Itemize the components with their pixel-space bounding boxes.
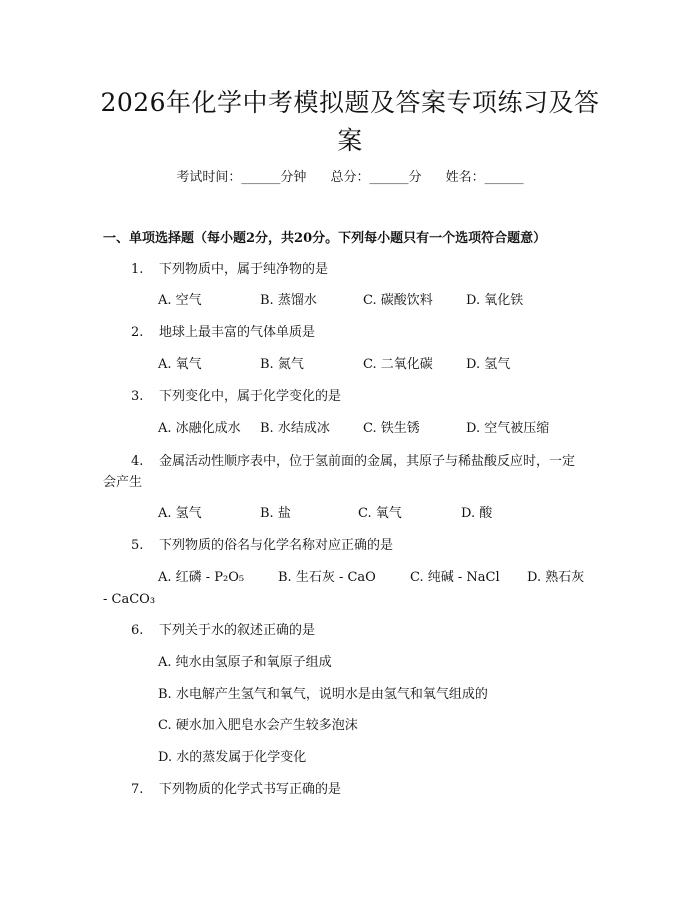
option-c: C. 铁生锈 [363, 421, 420, 436]
question-text: 地球上最丰富的气体单质是 [159, 325, 316, 340]
question-number: 4. [131, 454, 144, 469]
option-a: A. 氧气 [158, 357, 202, 372]
option-c: C. 二氧化碳 [363, 357, 433, 372]
question-4-options [158, 504, 492, 524]
question-3 [131, 387, 341, 407]
question-4-continuation: 会产生 [103, 475, 143, 490]
question-2-options [158, 355, 510, 375]
question-text: 下列物质的化学式书写正确的是 [159, 782, 342, 797]
option-a: A. 纯水由氢原子和氧原子组成 [158, 655, 332, 670]
question-1-options [158, 291, 523, 311]
question-4 [131, 452, 575, 472]
section-heading: 一、单项选择题（每小题2分，共20分。下列每小题只有一个选项符合题意） [103, 231, 547, 246]
document-title: 2026年化学中考模拟题及答案专项练习及答案 [100, 88, 600, 155]
exam-score-field: 总分：______分 [330, 170, 422, 185]
question-1 [131, 260, 328, 280]
exam-info-line [0, 168, 700, 188]
question-6 [131, 621, 315, 641]
question-5 [131, 536, 393, 556]
question-text: 下列物质的俗名与化学名称对应正确的是 [159, 538, 394, 553]
option-d: D. 空气被压缩 [466, 421, 550, 436]
option-c: C. 纯碱 - NaCl [410, 570, 500, 585]
question-number: 7. [131, 782, 144, 797]
option-d: D. 水的蒸发属于化学变化 [158, 750, 307, 765]
option-b: B. 蒸馏水 [260, 293, 317, 308]
option-c: C. 氧气 [358, 506, 402, 521]
question-text: 下列物质中，属于纯净物的是 [159, 262, 329, 277]
question-number: 3. [131, 389, 144, 404]
question-7 [131, 780, 341, 800]
option-d: D. 熟石灰 [527, 570, 585, 585]
exam-time-field: 考试时间：______分钟 [176, 170, 307, 185]
option-c: C. 硬水加入肥皂水会产生较多泡沫 [158, 718, 358, 733]
option-d: D. 酸 [461, 506, 493, 521]
question-number: 2. [131, 325, 144, 340]
option-a: A. 氢气 [158, 506, 202, 521]
option-a: A. 冰融化成水 [158, 421, 241, 436]
question-5-options [158, 568, 584, 588]
option-b: B. 水电解产生氢气和氧气，说明水是由氢气和氧气组成的 [158, 687, 488, 702]
option-d: D. 氧化铁 [466, 293, 524, 308]
option-b: B. 盐 [260, 506, 291, 521]
option-d: D. 氢气 [466, 357, 511, 372]
option-b: B. 水结成冰 [260, 421, 330, 436]
question-2 [131, 323, 315, 343]
question-5-option-continuation: - CaCO₃ [103, 592, 156, 607]
option-c: C. 碳酸饮料 [363, 293, 433, 308]
question-number: 6. [131, 623, 144, 638]
option-b: B. 氮气 [260, 357, 304, 372]
question-number: 5. [131, 538, 144, 553]
question-text: 下列关于水的叙述正确的是 [159, 623, 316, 638]
option-a: A. 空气 [158, 293, 202, 308]
option-b: B. 生石灰 - CaO [278, 570, 376, 585]
question-3-options [158, 419, 549, 439]
student-name-field: 姓名：______ [445, 170, 524, 185]
question-text: 下列变化中，属于化学变化的是 [159, 389, 342, 404]
question-number: 1. [131, 262, 144, 277]
question-text: 金属活动性顺序表中，位于氢前面的金属，其原子与稀盐酸反应时，一定 [159, 454, 576, 469]
option-a: A. 红磷 - P₂O₅ [158, 570, 245, 585]
